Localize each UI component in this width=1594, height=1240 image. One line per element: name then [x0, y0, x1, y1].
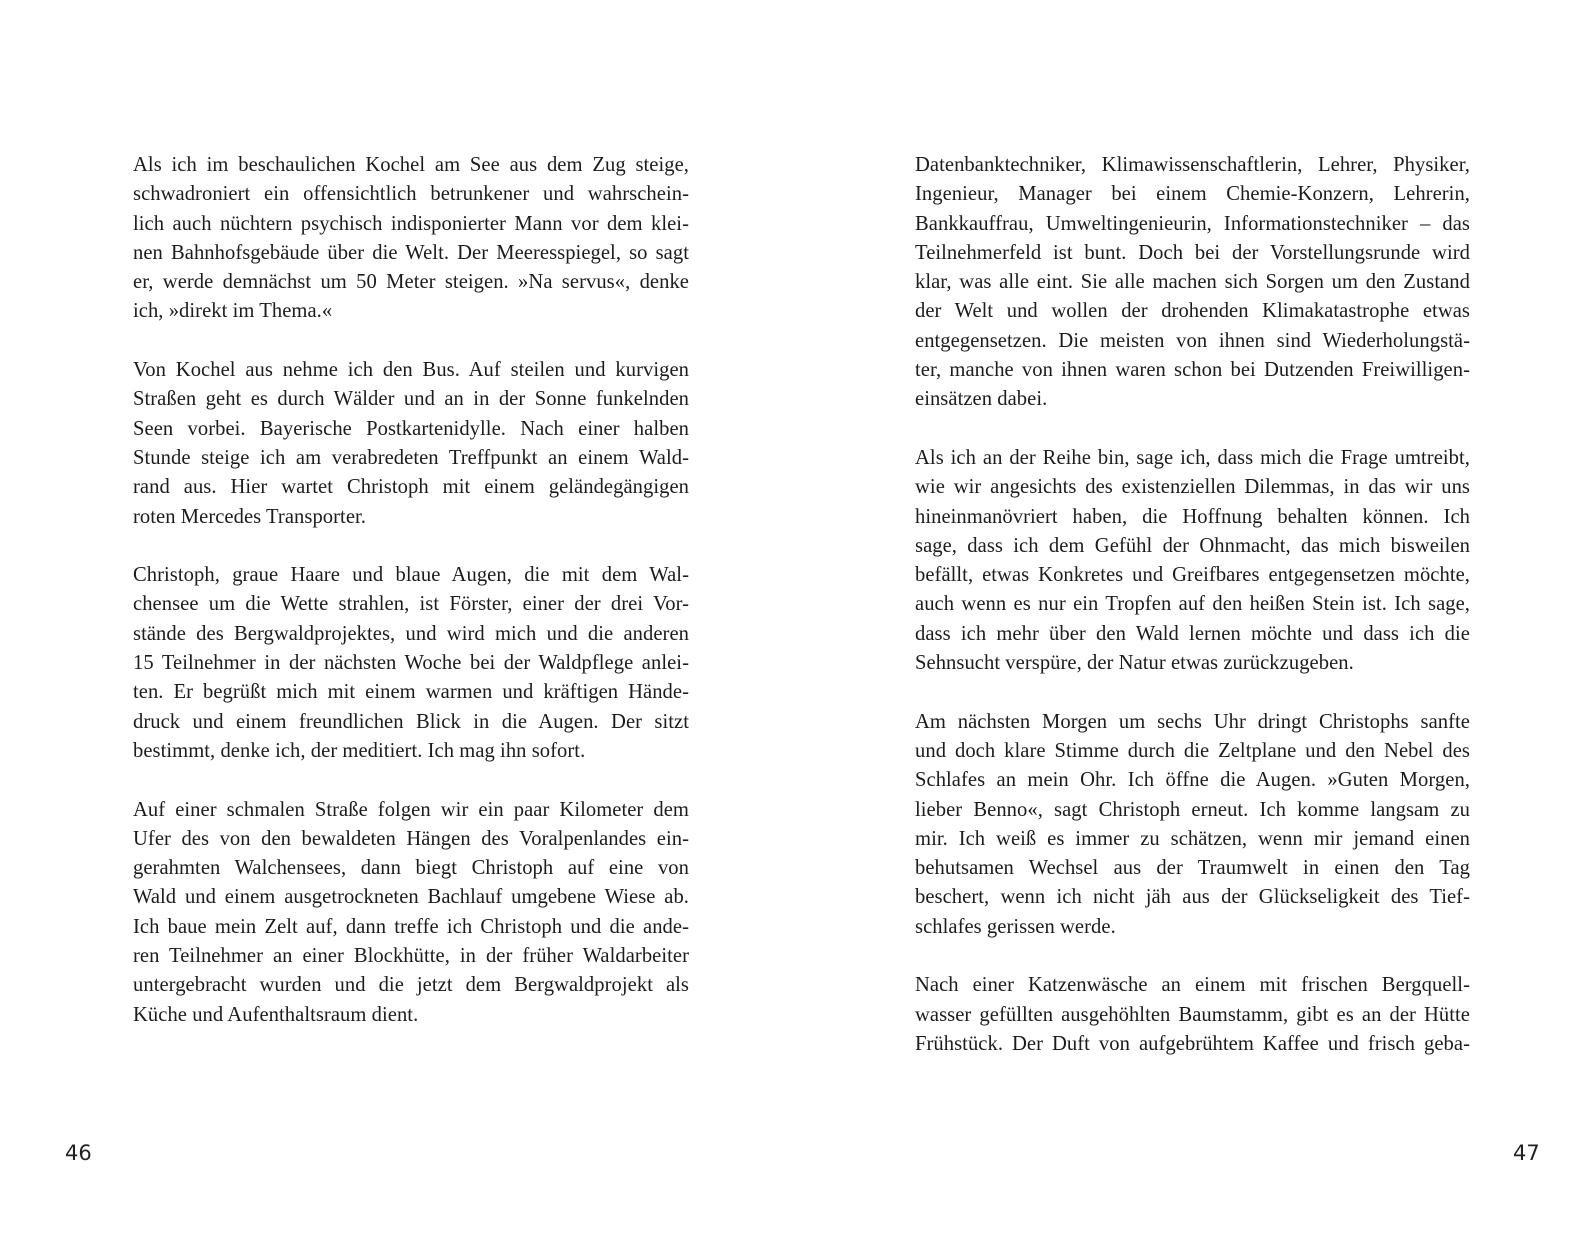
text-line: Ich baue mein Zelt auf, dann treffe ich Christoph und die ande- [133, 915, 689, 938]
text-line: druck und einem freundlichen Blick in die Augen. Der sitzt [133, 710, 689, 733]
text-line: klar, was alle eint. Sie alle machen sich Sorgen um den Zustand [915, 271, 1470, 294]
text-line: Ingenieur, Manager bei einem Chemie-Konzern, Lehrerin, [915, 183, 1470, 206]
text-line: Seen vorbei. Bayerische Postkartenidylle. Nach einer halben [133, 417, 689, 440]
paragraph [133, 796, 689, 1030]
text-line: Als ich im beschaulichen Kochel am See aus dem Zug steige, [133, 154, 689, 176]
text-line: Sehnsucht verspüre, der Natur etwas zurückzugeben. [915, 652, 1354, 675]
text-line: Teilnehmerfeld ist bunt. Doch bei der Vorstellungsrunde wird [915, 241, 1470, 264]
text-line: der Welt und wollen der drohenden Klimakatastrophe etwas [915, 300, 1470, 323]
right-page [797, 0, 1594, 1240]
text-line: Datenbanktechniker, Klimawissenschaftlerin, Lehrer, Physiker, [915, 154, 1470, 176]
text-line: auch wenn es nur ein Tropfen auf den heißen Stein ist. Ich sage, [915, 593, 1470, 616]
text-line: lich auch nüchtern psychisch indisponierter Mann vor dem klei- [133, 212, 689, 235]
text-line: schlafes gerissen werde. [915, 915, 1116, 938]
text-line: bestimmt, denke ich, der meditiert. Ich mag ihn sofort. [133, 739, 586, 762]
text-line: mir. Ich weiß es immer zu schätzen, wenn mir jemand einen [915, 827, 1470, 850]
text-line: hineinmanövriert haben, die Hoffnung behalten können. Ich [915, 505, 1470, 528]
text-line: lieber Benno«, sagt Christoph erneut. Ich komme langsam zu [915, 798, 1470, 821]
text-line: untergebracht wurden und die jetzt dem Bergwaldprojekt als [133, 974, 689, 997]
paragraph [133, 561, 689, 766]
text-line: ren Teilnehmer an einer Blockhütte, in der früher Waldarbeiter [133, 945, 689, 968]
paragraph [915, 971, 1470, 1059]
text-line: rand aus. Hier wartet Christoph mit einem geländegängigen [133, 476, 689, 499]
text-line: schwadroniert ein offensichtlich betrunkener und wahrschein- [133, 183, 689, 206]
text-line: ter, manche von ihnen waren schon bei Dutzenden Freiwilligen- [915, 359, 1470, 382]
text-line: Straßen geht es durch Wälder und an in der Sonne funkelnden [133, 388, 689, 411]
text-line: und doch klare Stimme durch die Zeltplane und den Nebel des [915, 739, 1470, 762]
text-line: roten Mercedes Transporter. [133, 505, 366, 528]
text-line: Nach einer Katzenwäsche an einem mit frischen Bergquell- [915, 974, 1470, 997]
paragraph [915, 708, 1470, 942]
text-line: Küche und Aufenthaltsraum dient. [133, 1003, 419, 1026]
right-page-text [915, 151, 1470, 1089]
text-line: Wald und einem ausgetrockneten Bachlauf umgebene Wiese ab. [133, 886, 689, 909]
text-line: einsätzen dabei. [915, 388, 1048, 411]
text-line: Von Kochel aus nehme ich den Bus. Auf steilen und kurvigen [133, 359, 689, 382]
text-line: nen Bahnhofsgebäude über die Welt. Der Meeresspiegel, so sagt [133, 241, 689, 264]
text-line: Am nächsten Morgen um sechs Uhr dringt Christophs sanfte [915, 710, 1470, 733]
text-line: Als ich an der Reihe bin, sage ich, dass mich die Frage umtreibt, [915, 446, 1470, 469]
text-line: 15 Teilnehmer in der nächsten Woche bei der Waldpflege anlei- [133, 652, 689, 675]
text-line: er, werde demnächst um 50 Meter steigen. »Na servus«, denke [133, 271, 689, 294]
text-line: beschert, wenn ich nicht jäh aus der Glückseligkeit des Tief- [915, 886, 1470, 909]
text-line: ten. Er begrüßt mich mit einem warmen und kräftigen Hände- [133, 681, 689, 704]
text-line: Frühstück. Der Duft von aufgebrühtem Kaffee und frisch geba- [915, 1032, 1470, 1055]
text-line: gerahmten Walchensees, dann biegt Christoph auf eine von [133, 857, 689, 880]
text-line: Stunde steige ich am verabredeten Treffpunkt an einem Wald- [133, 446, 689, 469]
left-page-text [133, 151, 689, 1059]
left-page-number: 46 [65, 1141, 92, 1165]
text-line: dass ich mehr über den Wald lernen möchte und dass ich die [915, 622, 1470, 645]
text-line: Schlafes an mein Ohr. Ich öffne die Augen. »Guten Morgen, [915, 769, 1470, 792]
paragraph [133, 151, 689, 327]
text-line: Ufer des von den bewaldeten Hängen des Voralpenlandes ein- [133, 827, 689, 850]
paragraph [915, 444, 1470, 678]
paragraph [915, 151, 1470, 415]
text-line: Christoph, graue Haare und blaue Augen, die mit dem Wal- [133, 564, 689, 587]
text-line: sage, dass ich dem Gefühl der Ohnmacht, das mich bisweilen [915, 534, 1470, 557]
text-line: wasser gefüllten ausgehöhlten Baumstamm, gibt es an der Hütte [915, 1003, 1470, 1026]
text-line: Bankkauffrau, Umweltingenieurin, Informationstechniker – das [915, 212, 1470, 235]
text-line: befällt, etwas Konkretes und Greifbares entgegensetzen möchte, [915, 564, 1470, 587]
text-line: ich, »direkt im Thema.« [133, 300, 333, 323]
text-line: stände des Bergwaldprojektes, und wird mich und die anderen [133, 622, 689, 645]
paragraph [133, 356, 689, 532]
text-line: wie wir angesichts des existenziellen Dilemmas, in das wir uns [915, 476, 1470, 499]
text-line: entgegensetzen. Die meisten von ihnen sind Wiederholungstä- [915, 329, 1470, 352]
text-line: behutsamen Wechsel aus der Traumwelt in einen den Tag [915, 857, 1470, 880]
right-page-number: 47 [1513, 1141, 1540, 1165]
text-line: Auf einer schmalen Straße folgen wir ein paar Kilometer dem [133, 798, 689, 821]
text-line: chensee um die Wette strahlen, ist Förster, einer der drei Vor- [133, 593, 689, 616]
